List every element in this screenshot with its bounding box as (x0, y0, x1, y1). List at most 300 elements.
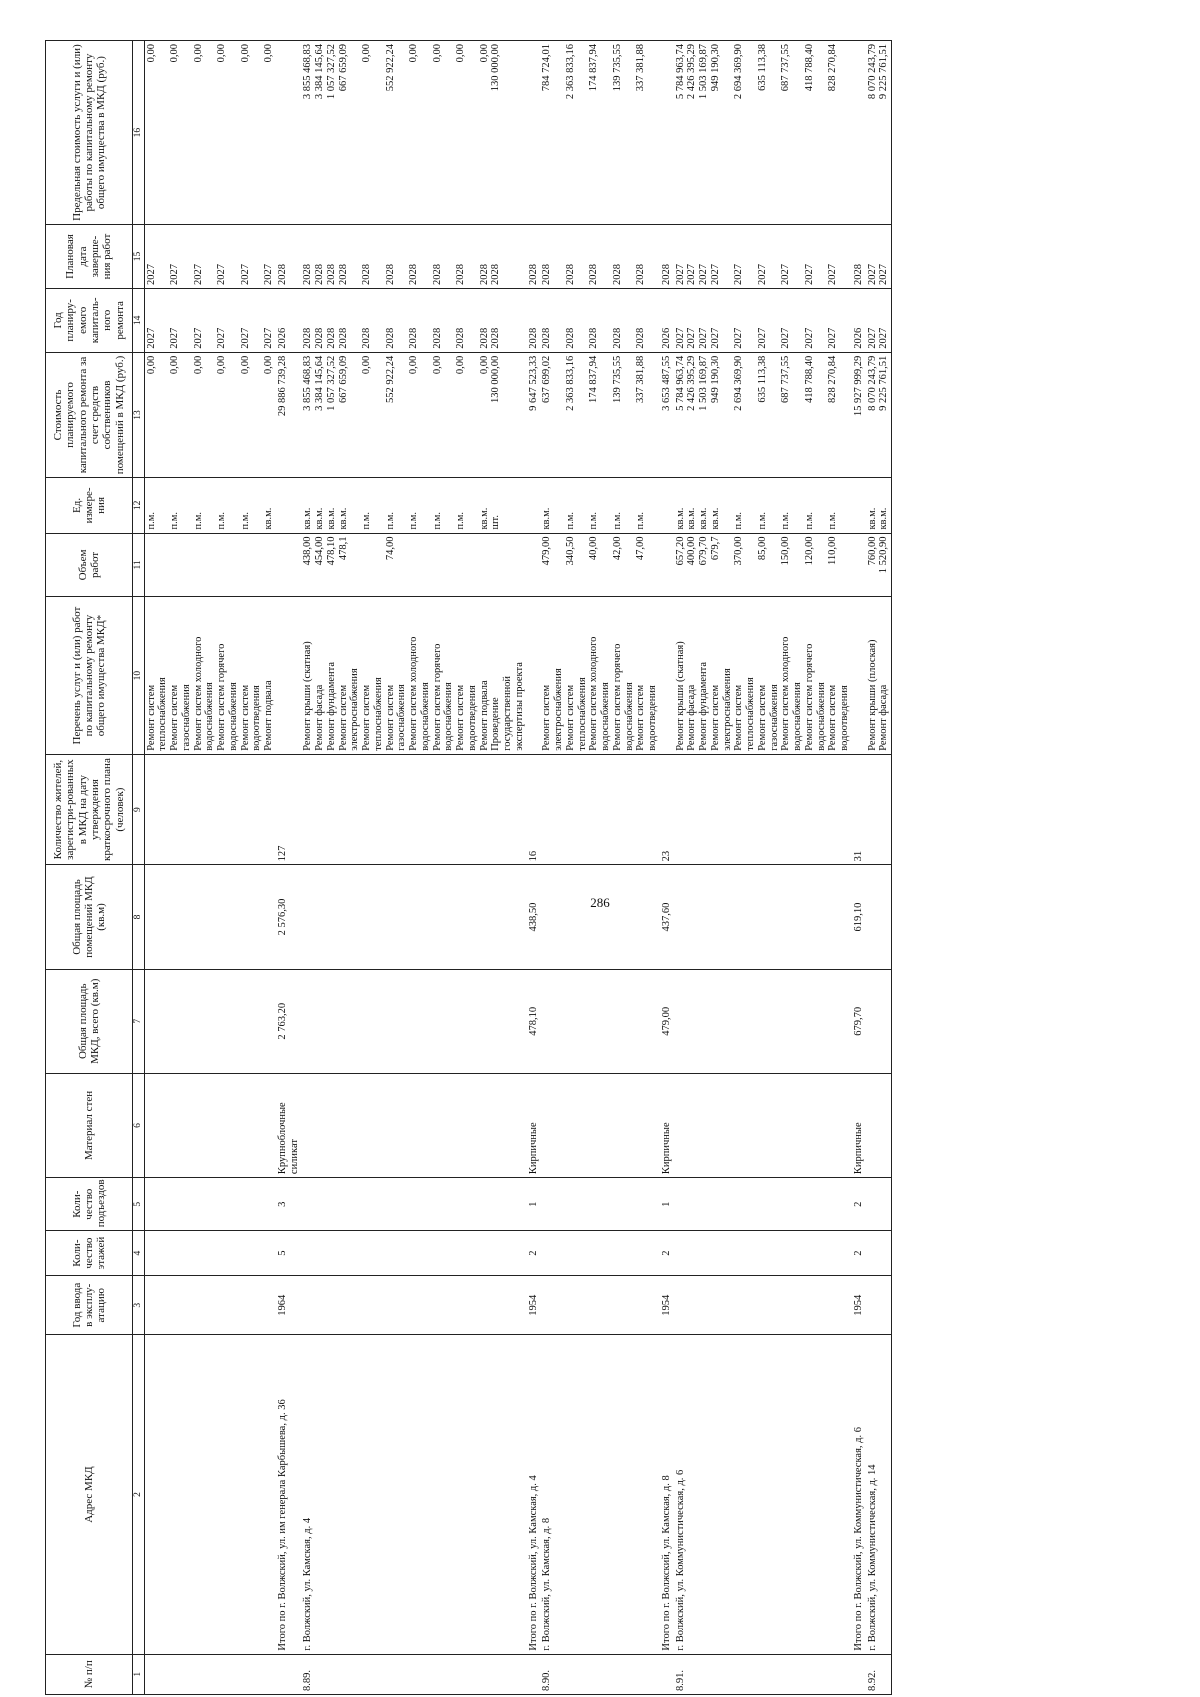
volume-cell-line (193, 537, 205, 594)
column-header: Адрес МКД (46, 1335, 133, 1654)
volume-cell-line (432, 537, 444, 594)
limit-cell (527, 41, 541, 225)
floors-cell: 2 (852, 1231, 866, 1276)
limit-cell-line: 635 113,38 (756, 44, 768, 91)
end-year-cell-line (396, 228, 408, 285)
material-cell (540, 1073, 660, 1177)
works-cell-line: электроснабжения (349, 668, 361, 751)
cost-cell (660, 352, 674, 478)
units-cell (276, 478, 302, 533)
end-year-cell-line (373, 228, 385, 285)
plan-year-cell-line: 2027 (709, 327, 721, 349)
cost-cell-line: 9 225 761,51 (878, 355, 890, 411)
works-cell-line: водоотведения (647, 685, 659, 751)
total-row (144, 41, 276, 1695)
works-cell-line: теплоснабжения (745, 677, 757, 751)
works-cell-line: Ремонт систем (709, 684, 721, 751)
plan-year-cell-line (745, 292, 757, 349)
end-year-cell-line: 2027 (698, 263, 710, 285)
volume-cell-line: 760,00 (866, 536, 878, 566)
limit-cell-line (577, 44, 589, 221)
works-cell-line: водоснабжения (204, 682, 216, 751)
plan-year-cell-line (647, 292, 659, 349)
volume-cell (660, 533, 674, 597)
residents-cell (674, 754, 852, 865)
works-cell-line: теплоснабжения (372, 677, 384, 751)
works-cell-line: Ремонт систем (361, 684, 373, 751)
limit-cell-line: 1 057 327,52 (325, 44, 337, 100)
column-header: Год планиру-емого капиталь-ного ремонта (46, 288, 133, 352)
address-cell: Итого по г. Волжский, ул. Камская, д. 4 (527, 1335, 541, 1654)
end-year-cell-line (722, 228, 734, 285)
end-year-cell (144, 225, 276, 289)
cost-cell-line (228, 356, 240, 475)
units-cell-line: кв.м. (314, 507, 326, 530)
limit-cell-line: 828 270,84 (827, 44, 839, 92)
area-total-cell: 478,10 (527, 969, 541, 1073)
units-cell-line: п.м. (780, 512, 792, 530)
works-cell (674, 597, 852, 754)
volume-cell-line (361, 537, 373, 594)
material-cell: Кирпичные (527, 1073, 541, 1177)
plan-year-cell-line: 2027 (733, 327, 745, 349)
limit-cell-line (528, 44, 540, 221)
row-number (144, 1654, 276, 1694)
units-cell-line (769, 481, 781, 529)
entrances-cell (301, 1178, 526, 1231)
volume-cell-line (181, 537, 193, 594)
plan-year-cell (660, 288, 674, 352)
cost-cell-line (624, 356, 636, 475)
cost-cell-line: 0,00 (361, 355, 373, 375)
plan-year-cell-line: 2028 (527, 327, 539, 349)
volume-cell-line (816, 537, 828, 594)
limit-cell-line: 2 363 833,16 (564, 44, 576, 100)
volume-cell-line (722, 537, 734, 594)
plan-year-cell (866, 288, 892, 352)
volume-cell-line (792, 537, 804, 594)
units-cell-line (251, 481, 263, 529)
volume-cell-line (479, 537, 491, 594)
units-cell-line (349, 481, 361, 529)
plan-year-cell (527, 288, 541, 352)
limit-cell-line: 139 735,55 (611, 44, 623, 92)
column-number: 3 (133, 1275, 145, 1335)
volume-cell-line (169, 537, 181, 594)
volume-cell-line: 74,00 (384, 536, 396, 561)
units-cell-line: кв.м. (302, 507, 314, 530)
volume-cell-line: 370,00 (733, 536, 745, 566)
limit-cell (301, 41, 526, 225)
limit-cell-line (839, 44, 851, 221)
limit-cell-line (647, 44, 659, 221)
limit-cell-line (349, 44, 361, 221)
limit-cell-line: 2 694 369,90 (733, 44, 745, 100)
cost-cell (301, 352, 526, 478)
end-year-cell-line: 2028 (660, 263, 672, 285)
units-cell-line: кв.м. (878, 507, 890, 530)
row-number (527, 1654, 541, 1694)
cost-cell-line (157, 356, 169, 475)
cost-cell-line: 0,00 (455, 355, 467, 375)
limit-cell-line: 0,00 (216, 44, 228, 63)
end-year-cell-line (792, 228, 804, 285)
volume-cell-line (600, 537, 612, 594)
works-cell-line: водоснабжения (623, 682, 635, 751)
volume-cell-line (490, 537, 502, 594)
plan-year-cell-line: 2028 (588, 327, 600, 349)
works-cell-line: Ремонт систем (455, 684, 467, 751)
limit-cell-line (792, 44, 804, 221)
units-cell-line (553, 481, 565, 529)
row-number (852, 1654, 866, 1694)
volume-cell-line (228, 537, 240, 594)
works-cell-line: Ремонт систем (541, 684, 553, 751)
works-cell-line: Ремонт систем (564, 684, 576, 751)
units-cell-line: кв.м. (263, 507, 275, 530)
works-cell-line: экспертизы проекта (513, 662, 525, 751)
units-cell-line: п.м. (384, 512, 396, 530)
address-cell: Итого по г. Волжский, ул. им генерала Карбышева, д. 36 (276, 1335, 302, 1654)
cost-cell-line: 0,00 (239, 355, 251, 375)
plan-year-cell-line: 2028 (408, 327, 420, 349)
total-row (660, 41, 674, 1695)
volume-cell-line: 1 520,90 (878, 536, 890, 574)
table-body (144, 41, 892, 1695)
floors-cell: 5 (276, 1231, 302, 1276)
area-rooms-cell: 437,60 (660, 865, 674, 969)
limit-cell-line (204, 44, 216, 221)
units-cell-line (600, 481, 612, 529)
plan-year-cell (144, 288, 276, 352)
end-year-cell-line: 2028 (384, 263, 396, 285)
units-cell-line: кв.м. (541, 507, 553, 530)
year-cell: 1954 (660, 1275, 674, 1335)
volume-cell-line (745, 537, 757, 594)
units-cell-line: п.м. (192, 512, 204, 530)
plan-year-cell-line: 2026 (276, 327, 288, 349)
works-cell-line: Ремонт фасада (878, 684, 890, 751)
area-total-cell: 679,70 (852, 969, 866, 1073)
works-cell-line: теплоснабжения (576, 677, 588, 751)
plan-year-cell-line: 2027 (192, 327, 204, 349)
volume-cell-line (577, 537, 589, 594)
area-rooms-cell (301, 865, 526, 969)
works-cell-line: водоснабжения (443, 682, 455, 751)
end-year-cell-line: 2027 (756, 263, 768, 285)
end-year-cell-line: 2028 (325, 263, 337, 285)
cost-cell-line (577, 356, 589, 475)
plan-year-cell-line: 2028 (611, 327, 623, 349)
plan-year-cell-line: 2027 (827, 327, 839, 349)
plan-year-cell-line: 2027 (686, 327, 698, 349)
limit-cell-line: 337 381,88 (635, 44, 647, 92)
end-year-cell (852, 225, 866, 289)
limit-cell-line (396, 44, 408, 221)
limit-cell-line: 0,00 (239, 44, 251, 63)
volume-cell-line (769, 537, 781, 594)
limit-cell-line (157, 44, 169, 221)
table-row (674, 41, 852, 1695)
address-cell (144, 1335, 276, 1654)
capital-repair-table (45, 40, 892, 1695)
limit-cell-line (373, 44, 385, 221)
limit-cell-line (769, 44, 781, 221)
units-cell-line (443, 481, 455, 529)
address-cell: Итого по г. Волжский, ул. Коммунистическая, д. 6 (852, 1335, 866, 1654)
plan-year-cell-line (514, 292, 526, 349)
limit-cell-line: 0,00 (145, 44, 157, 63)
end-year-cell-line: 2028 (490, 263, 502, 285)
units-cell-line: п.м. (733, 512, 745, 530)
works-cell-line: Ремонт систем холодного (192, 636, 204, 751)
end-year-cell-line: 2028 (541, 263, 553, 285)
entrances-cell (674, 1178, 852, 1231)
column-number: 14 (133, 288, 145, 352)
area-rooms-cell: 438,50 (527, 865, 541, 969)
limit-cell-line: 949 190,30 (709, 44, 721, 92)
units-cell-line (204, 481, 216, 529)
residents-cell (301, 754, 526, 865)
column-header: Перечень услуг и (или) работ по капитальному ремонту общего имущества МКД* (46, 597, 133, 754)
volume-cell-line (514, 537, 526, 594)
plan-year-cell-line: 2026 (660, 327, 672, 349)
end-year-cell-line: 2028 (564, 263, 576, 285)
plan-year-cell-line: 2028 (384, 327, 396, 349)
units-cell (866, 478, 892, 533)
end-year-cell-line: 2028 (527, 263, 539, 285)
units-cell-line: кв.м. (674, 507, 686, 530)
volume-cell-line (263, 537, 275, 594)
limit-cell-line: 0,00 (478, 44, 490, 63)
cost-cell-line: 174 837,94 (588, 355, 600, 403)
residents-cell (866, 754, 892, 865)
end-year-cell-line (420, 228, 432, 285)
limit-cell-line (228, 44, 240, 221)
limit-cell-line: 667 659,09 (337, 44, 349, 92)
column-number: 12 (133, 478, 145, 533)
plan-year-cell (301, 288, 526, 352)
cost-cell-line (647, 356, 659, 475)
table-row (301, 41, 526, 1695)
cost-cell-line: 0,00 (145, 355, 157, 375)
area-total-cell (144, 969, 276, 1073)
plan-year-cell-line: 2028 (478, 327, 490, 349)
cost-cell-line (514, 356, 526, 475)
units-cell (144, 478, 276, 533)
works-cell-line: водоотведения (251, 685, 263, 751)
end-year-cell-line (204, 228, 216, 285)
cost-cell-line (443, 356, 455, 475)
works-cell-line: государственной (502, 675, 514, 751)
units-cell-line (839, 481, 851, 529)
plan-year-cell (674, 288, 852, 352)
units-cell (674, 478, 852, 533)
works-cell (527, 597, 541, 754)
limit-cell-line: 0,00 (431, 44, 443, 63)
units-cell-line: п.м. (827, 512, 839, 530)
entrances-cell (866, 1178, 892, 1231)
volume-cell-line: 47,00 (635, 536, 647, 561)
volume-cell-line: 438,00 (302, 536, 314, 566)
total-row (527, 41, 541, 1695)
address-cell: г. Волжский, ул. Камская, д. 8 (540, 1335, 660, 1654)
cost-cell-line: 635 113,38 (756, 355, 768, 403)
plan-year-cell-line: 2027 (145, 327, 157, 349)
area-rooms-cell (540, 865, 660, 969)
column-header: Количество жителей, зарегистри-рованных в МКД на дату утверждения краткосрочного плана (человек) (46, 754, 133, 865)
end-year-cell-line: 2027 (216, 263, 228, 285)
row-number (276, 1654, 302, 1694)
works-cell-line: Ремонт систем (756, 684, 768, 751)
units-cell (527, 478, 541, 533)
units-cell-line: кв.м. (709, 507, 721, 530)
end-year-cell-line (839, 228, 851, 285)
volume-cell-line (204, 537, 216, 594)
material-cell: Крупноблочные силикат (276, 1073, 302, 1177)
cost-cell-line (769, 356, 781, 475)
plan-year-cell-line (553, 292, 565, 349)
plan-year-cell-line: 2028 (314, 327, 326, 349)
volume-cell-line (157, 537, 169, 594)
cost-cell-line: 0,00 (169, 355, 181, 375)
plan-year-cell-line: 2028 (337, 327, 349, 349)
area-total-cell (866, 969, 892, 1073)
plan-year-cell-line: 2028 (302, 327, 314, 349)
end-year-cell-line (624, 228, 636, 285)
cost-cell-line (839, 356, 851, 475)
area-total-cell: 2 763,20 (276, 969, 302, 1073)
area-total-cell: 479,00 (660, 969, 674, 1073)
plan-year-cell-line (204, 292, 216, 349)
limit-cell-line (443, 44, 455, 221)
works-cell-line: водоснабжения (419, 682, 431, 751)
limit-cell-line (420, 44, 432, 221)
volume-cell-line (349, 537, 361, 594)
material-cell (674, 1073, 852, 1177)
volume-cell-line: 42,00 (611, 536, 623, 561)
cost-cell-line: 337 381,88 (635, 355, 647, 403)
end-year-cell-line: 2028 (611, 263, 623, 285)
cost-cell-line: 2 426 395,29 (686, 355, 698, 411)
column-number: 4 (133, 1231, 145, 1276)
works-cell-line: Ремонт крыши (скатная) (674, 641, 686, 751)
limit-cell-line: 418 788,40 (803, 44, 815, 92)
limit-cell-line (181, 44, 193, 221)
units-cell-line (228, 481, 240, 529)
plan-year-cell (540, 288, 660, 352)
end-year-cell-line: 2027 (239, 263, 251, 285)
volume-cell-line: 400,00 (686, 536, 698, 566)
volume-cell (301, 533, 526, 597)
cost-cell-line: 552 922,24 (384, 355, 396, 403)
limit-cell-line (553, 44, 565, 221)
plan-year-cell-line (467, 292, 479, 349)
header-row (46, 41, 133, 1695)
floors-cell (301, 1231, 526, 1276)
works-cell (276, 597, 302, 754)
cost-cell-line: 139 735,55 (611, 355, 623, 403)
cost-cell-line: 0,00 (408, 355, 420, 375)
end-year-cell-line: 2027 (780, 263, 792, 285)
units-cell-line (396, 481, 408, 529)
limit-cell-line: 5 784 963,74 (674, 44, 686, 100)
column-number: 11 (133, 533, 145, 597)
works-cell-line: Ремонт крыши (плоская) (866, 639, 878, 751)
plan-year-cell-line: 2027 (263, 327, 275, 349)
cost-cell-line (745, 356, 757, 475)
end-year-cell-line: 2028 (478, 263, 490, 285)
plan-year-cell-line (181, 292, 193, 349)
end-year-cell-line: 2028 (302, 263, 314, 285)
units-cell-line: п.м. (239, 512, 251, 530)
units-cell-line: кв.м. (698, 507, 710, 530)
plan-year-cell-line (157, 292, 169, 349)
floors-cell: 2 (527, 1231, 541, 1276)
works-cell (540, 597, 660, 754)
column-number: 10 (133, 597, 145, 754)
end-year-cell-line: 2028 (588, 263, 600, 285)
limit-cell-line: 0,00 (192, 44, 204, 63)
units-cell-line (373, 481, 385, 529)
end-year-cell-line (600, 228, 612, 285)
limit-cell-line: 8 070 243,79 (866, 44, 878, 100)
cost-cell-line: 0,00 (478, 355, 490, 375)
row-number: 8.91. (674, 1654, 852, 1694)
column-header: Объем работ (46, 533, 133, 597)
cost-cell-line (553, 356, 565, 475)
units-cell-line: п.м. (803, 512, 815, 530)
cost-cell-line: 687 737,55 (780, 355, 792, 403)
units-cell-line: кв.м. (866, 507, 878, 530)
column-header: Стоимость планируемого капитального ремонта за счет средств собственников помещений в МКД (руб.) (46, 352, 133, 478)
cost-cell-line (600, 356, 612, 475)
limit-cell (276, 41, 302, 225)
cost-cell-line (396, 356, 408, 475)
plan-year-cell-line (839, 292, 851, 349)
limit-cell-line: 784 724,01 (541, 44, 553, 92)
works-cell (866, 597, 892, 754)
floors-cell: 2 (660, 1231, 674, 1276)
floors-cell (144, 1231, 276, 1276)
volume-cell-line (396, 537, 408, 594)
end-year-cell (276, 225, 302, 289)
plan-year-cell-line (443, 292, 455, 349)
column-header: Предельная стоимость услуги и (или) работы по капитальному ремонту общего имущества в МКД (руб.) (46, 41, 133, 225)
column-number: 16 (133, 41, 145, 225)
address-cell: г. Волжский, ул. Камская, д. 4 (301, 1335, 526, 1654)
plan-year-cell-line: 2027 (803, 327, 815, 349)
limit-cell-line: 0,00 (169, 44, 181, 63)
works-cell-line: водоотведения (466, 685, 478, 751)
units-cell-line: кв.м. (337, 507, 349, 530)
end-year-cell-line: 2028 (431, 263, 443, 285)
units-cell-line: п.м. (455, 512, 467, 530)
end-year-cell-line: 2027 (145, 263, 157, 285)
units-cell-line (792, 481, 804, 529)
area-rooms-cell: 619,10 (852, 865, 866, 969)
cost-cell-line: 0,00 (216, 355, 228, 375)
cost-cell-line (792, 356, 804, 475)
limit-cell-line (816, 44, 828, 221)
volume-cell-line: 454,00 (314, 536, 326, 566)
material-cell: Кирпичные (852, 1073, 866, 1177)
cost-cell (674, 352, 852, 478)
area-rooms-cell (866, 865, 892, 969)
row-number: 8.90. (540, 1654, 660, 1694)
plan-year-cell-line: 2027 (756, 327, 768, 349)
units-cell-line (157, 481, 169, 529)
